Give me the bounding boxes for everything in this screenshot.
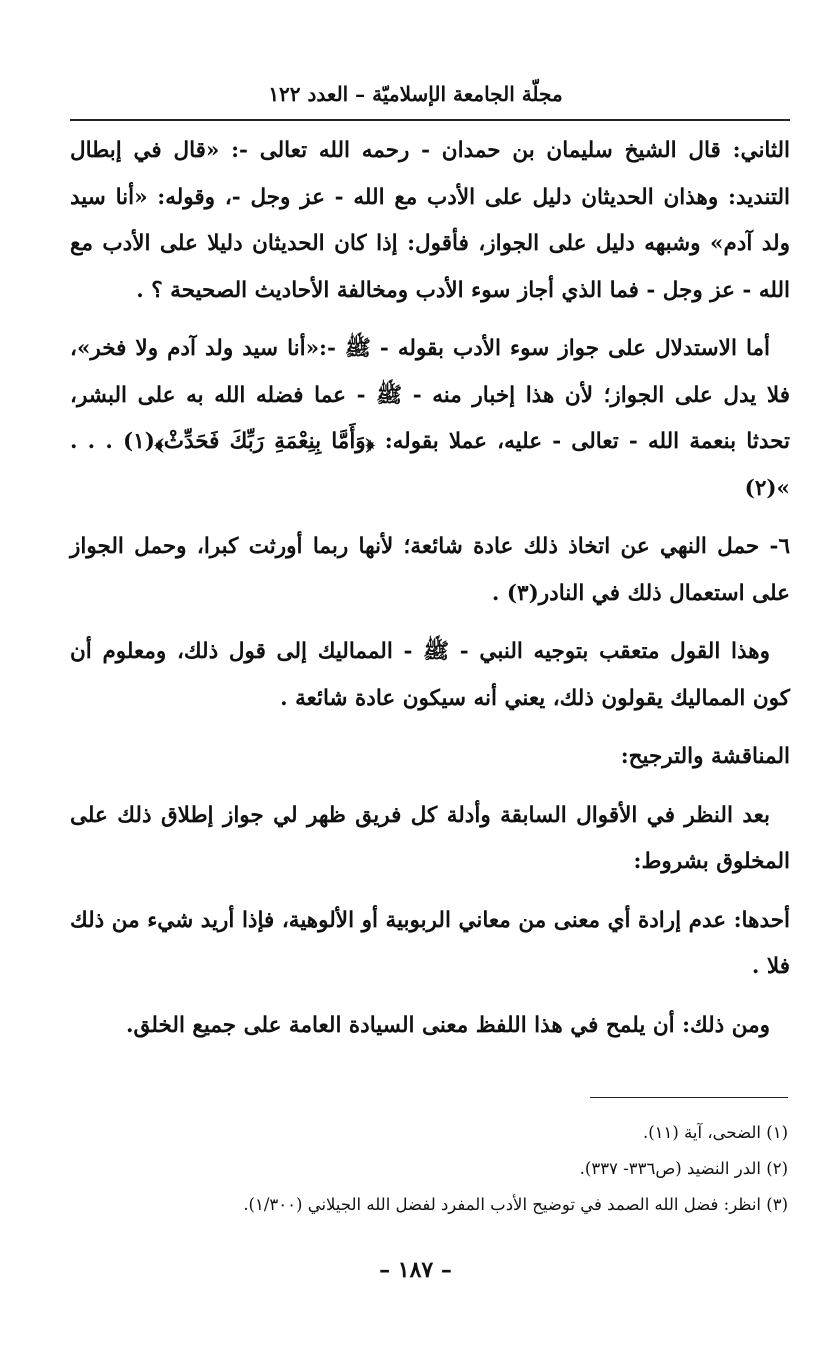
paragraph-1: الثاني: قال الشيخ سليمان بن حمدان - رحمه الله تعالى -: «قال في إبطال التنديد: وهذان الحديثان دليل على الأدب مع الله - عز وجل -، وقوله: «أنا سيد ولد آدم» وشبهه دليل على الجواز، فأقول: إذا كان الحديثان دليلا على الأدب مع الله - عز وجل - فما الذي أجاز سوء الأدب ومخالفة الأحاديث الصحيحة ؟ . <box>70 138 790 303</box>
paragraph-2: أما الاستدلال على جواز سوء الأدب بقوله - ﷺ -:«أنا سيد ولد آدم ولا فخر»، فلا يدل على الجواز؛ لأن هذا إخبار منه - ﷺ - عما فضله الله به على البشر، تحدثا بنعمة الله - تعالى - عليه، عملا بقوله: ﴿وَأَمَّا بِنِعْمَةِ رَبِّكَ فَحَدِّثْ﴾(١) . . . »(٢) <box>70 336 790 501</box>
footnote-1: (١) الضحى، آية (١١). <box>642 1123 788 1142</box>
paragraph-6: أحدها: عدم إرادة أي معنى من معاني الربوبية أو الألوهية، فإذا أريد شيء من ذلك فلا . <box>70 907 790 979</box>
section-heading: المناقشة والترجيح: <box>620 744 790 769</box>
paragraph-3: ٦- حمل النهي عن اتخاذ ذلك عادة شائعة؛ لأنها ربما أورثت كبرا، وحمل الجواز على استعمال ذلك في النادر(٣) . <box>70 534 790 606</box>
running-header: مجلّة الجامعة الإسلاميّة – العدد ١٢٢ <box>268 82 563 106</box>
page-number: – ١٨٧ – <box>379 1257 452 1283</box>
footnotes <box>70 1115 788 1223</box>
paragraph-5: بعد النظر في الأقوال السابقة وأدلة كل فريق ظهر لي جواز إطلاق ذلك على المخلوق بشروط: <box>70 802 790 874</box>
footnote-3: (٣) انظر: فضل الله الصمد في توضيح الأدب المفرد لفضل الله الجيلاني (١/٣٠٠). <box>243 1195 788 1214</box>
footnote-2: (٢) الدر النضيد (ص٣٣٦- ٣٣٧). <box>579 1159 788 1178</box>
footnote-divider <box>590 1097 788 1098</box>
main-text <box>70 128 790 1061</box>
paragraph-7: ومن ذلك: أن يلمح في هذا اللفظ معنى السيادة العامة على جميع الخلق. <box>126 1012 770 1038</box>
header-divider <box>70 119 790 121</box>
paragraph-4: وهذا القول متعقب بتوجيه النبي - ﷺ - المماليك إلى قول ذلك، ومعلوم أن كون المماليك يقولون ذلك، يعني أنه سيكون عادة شائعة . <box>70 639 790 711</box>
